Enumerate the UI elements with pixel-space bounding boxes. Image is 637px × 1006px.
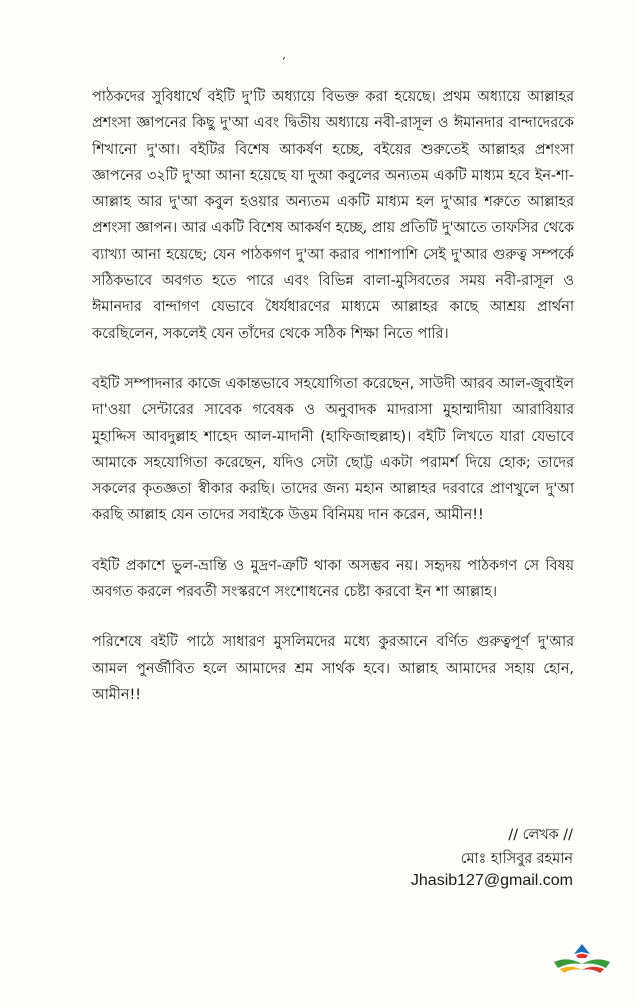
author-role: // লেখক // <box>508 827 573 843</box>
logo-roof <box>574 944 590 954</box>
logo-right-wave <box>582 967 604 973</box>
logo-left-wave <box>560 967 582 973</box>
preface-body <box>92 84 574 732</box>
paragraph-3: বইটি প্রকাশে ভুল-ভ্রান্তি ও মুদ্রণ-ত্রুটি থাকা অসম্ভব নয়। সহৃদয় পাঠকগণ সে বিষয় অবগত করলে পরবর্তী সংস্করণে সংশোধনের চেষ্টা করবো ইন শা আল্লাহ। <box>92 557 574 601</box>
paragraph-4: পরিশেষে বইটি পাঠে সাধারণ মুসলিমদের মধ্যে কুরআনে বর্ণিত গুরুত্বপূর্ণ দু'আর আমল পুনর্জীবিত হলে আমাদের শ্রম সার্থক হবে। আল্লাহ আমাদের সহায় হোন, আমীন!! <box>92 634 574 703</box>
paragraph-2: বইটি সম্পাদনার কাজে একান্তভাবে সহযোগিতা করেছেন, সাউদী আরব আল-জুবাইল দা'ওয়া সেন্টারের সাবেক গবেষক ও অনুবাদক মাদরাসা মুহাম্মাদীয়া আরাবিয়ার মুহাদ্দিস আবদুল্লাহ শাহেদ আল-মাদানী (হাফিজাহুল্লাহ)। বইটি লিখতে যারা যেভাবে আমাকে সহযোগিতা করেছেন, যদিও সেটা ছোট্ট একটা পরামর্শ দিয়ে হোক; তাদের সকলের কৃতজ্ঞতা স্বীকার করছি। তাদের জন্য মহান আল্লাহর দরবারে প্রাণখুলে দু'আ করছি আল্লাহ যেন তাদের সবাইকে উত্তম বিনিময় দান করেন, আমীন!! <box>92 375 574 524</box>
author-name: মোঃ হাসিবুর রহমান <box>460 851 573 867</box>
paragraph-1: পাঠকদের সুবিধার্থে বইটি দু'টি অধ্যায়ে বিভক্ত করা হয়েছে। প্রথম অধ্যায়ে আল্লাহর প্রশংসা জ্ঞাপনের কিছু দু'আ এবং দ্বিতীয় অধ্যায়ে নবী-রাসূল ও ঈমানদার বান্দাদেরকে শিখানো দু'আ। বইটির বিশেষ আকর্ষণ হচ্ছে, বইয়ের শুরুতেই আল্লাহর প্রশংসা জ্ঞাপনের ৩২টি দু'আ আনা হয়েছে যা দুআ কবুলের অন্যতম একটি মাধ্যম হবে ইন-শা-আল্লাহ আর দু'আ কবুল হওয়ার অন্যতম একটি মাধ্যম হল দু'আর শরুতে আল্লাহর প্রশংসা জ্ঞাপন। আর একটি বিশেষ আকর্ষণ হচ্ছে, প্রায় প্রতিটি দু'আতে তাফসির থেকে ব্যাখ্যা আনা হয়েছে; যেন পাঠকগণ দু'আ করার পাশাপাশি সেই দু'আর গুরুত্ব সম্পর্কে সঠিকভাবে অবগত হতে পারে এবং বিভিন্ন বালা-মুসিবতের সময় নবী-রাসূল ও ঈমানদার বান্দাগণ যেভাবে ধৈর্যধারণের মাধ্যমে আল্লাহর কাছে আশ্রয় প্রার্থনা করেছিলেন, সকলেই যেন তাঁদের থেকে সঠিক শিক্ষা নিতে পারি। <box>92 89 574 342</box>
author-email: Jhasib127@gmail.com <box>410 872 573 889</box>
logo-center <box>576 954 588 959</box>
logo-right-page <box>582 959 610 968</box>
print-mark: ’ <box>282 55 286 69</box>
logo-left-page <box>554 959 582 968</box>
publisher-logo-icon <box>550 940 614 980</box>
